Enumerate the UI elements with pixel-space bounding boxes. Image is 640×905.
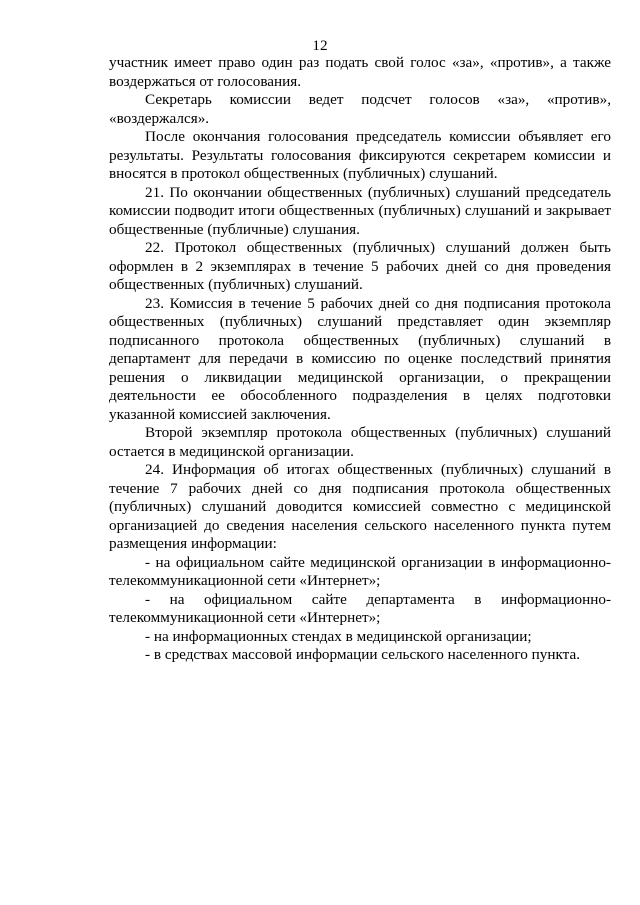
paragraph-voting-results: После окончания голосования председатель комиссии объявляет его результаты. Результаты голосования фиксируются секретарем комиссии и вносятся в протокол общественных (публичных) слушаний. xyxy=(109,128,611,182)
list-item-mass-media: - в средствах массовой информации сельского населенного пункта. xyxy=(145,646,580,663)
document-body xyxy=(109,54,611,665)
paragraph-item-22: 22. Протокол общественных (публичных) слушаний должен быть оформлен в 2 экземплярах в течение 5 рабочих дней со дня проведения общественных (публичных) слушаний. xyxy=(109,239,611,293)
paragraph-item-23: 23. Комиссия в течение 5 рабочих дней со дня подписания протокола общественных (публичных) слушаний представляет один экземпляр подписанного протокола общественных (публичных) слушаний в департамент для передачи в комиссию по оценке последствий принятия решения о ликвидации медицинской организации, о прекращении деятельности ее обособленного подразделения в целях подготовки указанной комиссией заключения. xyxy=(109,294,611,423)
page-number: 12 xyxy=(312,37,328,54)
paragraph-voting-right: участник имеет право один раз подать свой голос «за», «против», а также воздержаться от голосования. xyxy=(109,54,611,90)
paragraph-item-24: 24. Информация об итогах общественных (публичных) слушаний в течение 7 рабочих дней со дня подписания протокола общественных (публичных) слушаний доводится комиссией совместно с медицинской организацией до сведения населения сельского населенного пункта путем размещения информации: xyxy=(109,461,611,552)
list-item-department-website: - на официальном сайте департамента в информационно-телекоммуникационной сети «Интернет»; xyxy=(109,590,611,626)
paragraph-item-21: 21. По окончании общественных (публичных) слушаний председатель комиссии подводит итоги общественных (публичных) слушаний и закрывает общественные (публичные) слушания. xyxy=(109,183,611,238)
list-item-medical-website: - на официальном сайте медицинской организации в информационно-телекоммуникационной сети «Интернет»; xyxy=(109,553,611,589)
paragraph-second-copy: Второй экземпляр протокола общественных (публичных) слушаний остается в медицинской организации. xyxy=(109,424,611,460)
list-item-info-stands: - на информационных стендах в медицинской организации; xyxy=(145,627,532,645)
paragraph-secretary-count: Секретарь комиссии ведет подсчет голосов «за», «против», «воздержался». xyxy=(109,91,611,127)
